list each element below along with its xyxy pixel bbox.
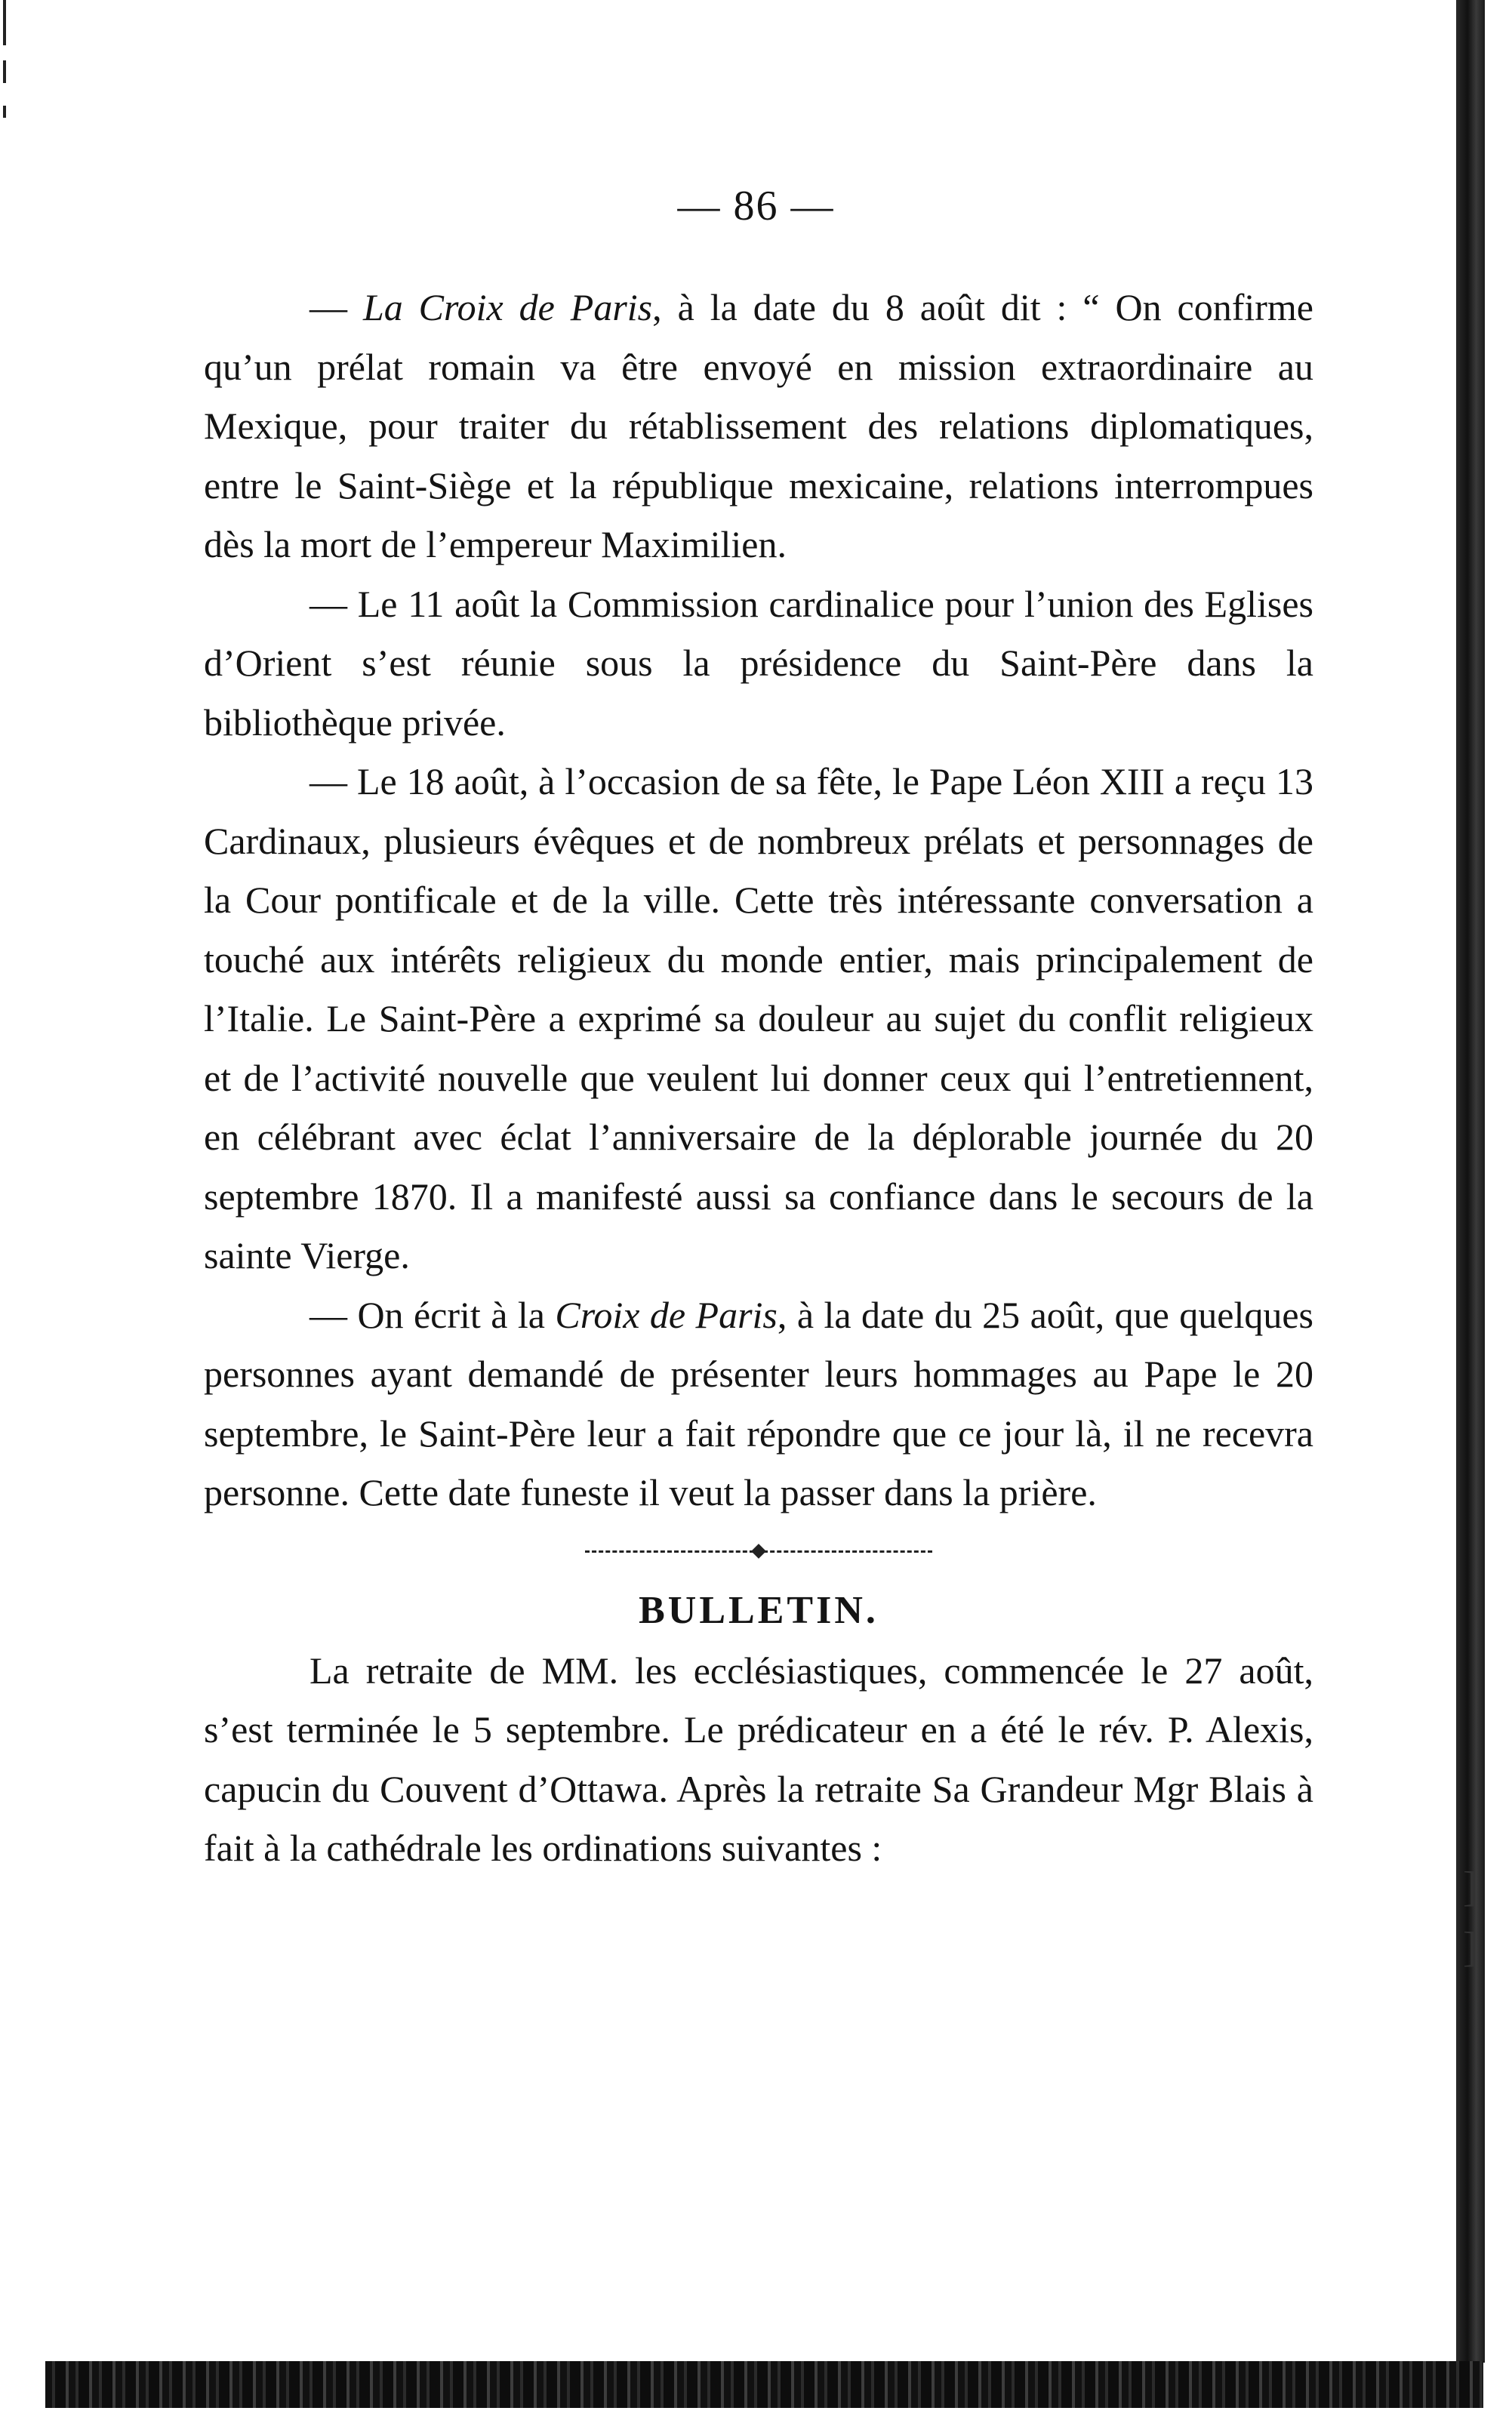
paragraph-croix-paris-septembre — [204, 1285, 1313, 1523]
margin-bracket-marks — [1463, 1857, 1486, 1978]
newspaper-title: Croix de Paris — [555, 1293, 778, 1336]
margin-bracket: ] — [1463, 1864, 1477, 1911]
paragraph-pape-leon: — Le 18 août, à l’occasion de sa fête, le Pape Léon XIII a reçu 13 Cardinaux, plusieurs évêques et de nombreux prélats et personnages de la Cour pontificale et de la ville. Cette très intéressante conversation a touché aux intérêts religieux du monde entier, mais principalement de l’Italie. Le Saint-Père a exprimé sa douleur au sujet du conflit religieux et de l’activité nouvelle que veulent lui donner ceux qui l’entretiennent, en célébrant avec éclat l’anniversaire de la déplorable journée du 20 septembre 1870. Il a manifesté aussi sa confiance dans le secours de la sainte Vierge. — [204, 760, 1313, 1276]
scan-edge-bottom — [45, 2361, 1483, 2408]
bulletin-paragraph: La retraite de MM. les ecclésiastiques, commencée le 27 août, s’est terminée le 5 septembre. Le prédicateur en a été le rév. P. Alexis, capucin du Couvent d’Ottawa. Après la retraite Sa Grandeur Mgr Blais à fait à la cathédrale les ordinations suivantes : — [204, 1649, 1313, 1869]
section-divider — [204, 1523, 1313, 1582]
paragraph-text: , à la date du 8 août dit : “ On confirme qu’un prélat romain va être envoyé en mission extraordinaire au Mexique, pour traiter du rétablissement des relations diplomatiques, entre le Saint-Siège et la république mexicaine, relations interrompues dès la mort de l’empereur Maximilien. — [204, 286, 1313, 565]
scan-edge-left — [0, 0, 11, 2417]
paragraph-croix-paris-mission — [204, 278, 1313, 574]
paragraph-commission-cardinalice: — Le 11 août la Commission cardinalice pour l’union des Eglises d’Orient s’est réunie sous la présidence du Saint-Père dans la bibliothèque privée. — [204, 582, 1313, 744]
paragraph-dash: — — [309, 286, 347, 328]
diamond-ornament-icon — [751, 1544, 766, 1559]
divider-rule — [585, 1550, 932, 1553]
paragraph-text: , à la date du 25 août, que quelques personnes ayant demandé de présenter leurs hommages au Pape le 20 septembre, le Saint-Père leur a fait répondre que ce jour là, il ne recevra personne. Cette date funeste il veut la passer dans la prière. — [204, 1293, 1313, 1513]
margin-bracket: ] — [1463, 1924, 1477, 1971]
page-number: — 86 — — [677, 183, 835, 229]
scan-edge-right — [1456, 0, 1485, 2363]
paragraph-lead: — On écrit à la — [309, 1293, 556, 1336]
bulletin-heading: BULLETIN. — [639, 1589, 879, 1632]
page-body — [204, 278, 1313, 1878]
newspaper-title: La Croix de Paris — [362, 286, 653, 328]
